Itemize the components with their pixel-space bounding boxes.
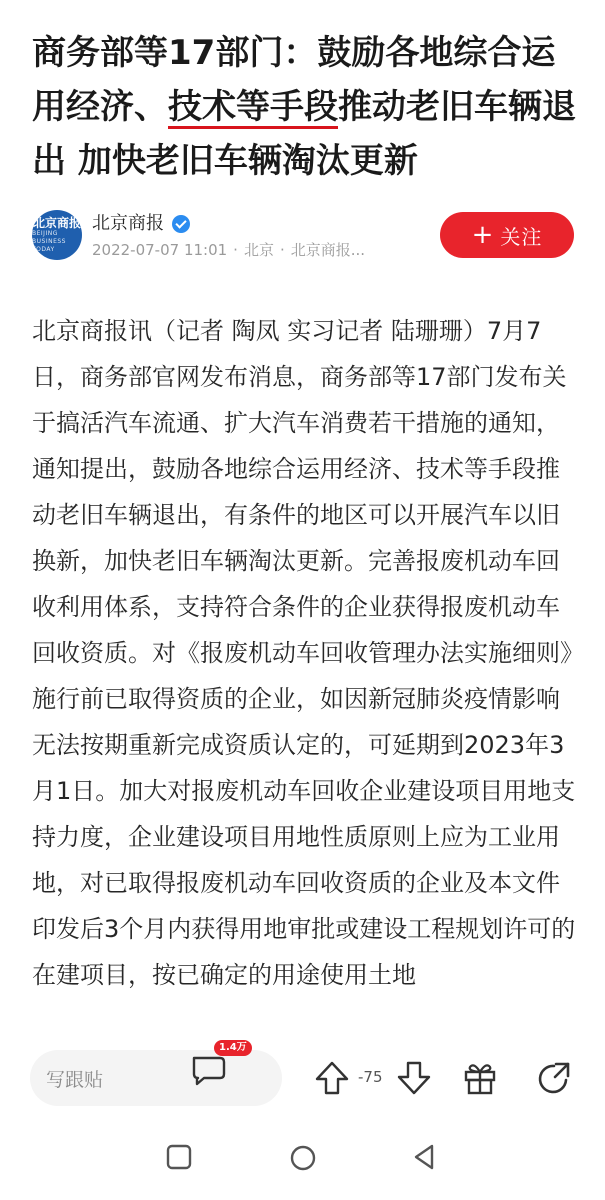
comment-count-badge: 1.4万: [214, 1040, 252, 1056]
thumb-down-arrow-icon[interactable]: [394, 1058, 434, 1098]
gift-icon[interactable]: [460, 1058, 500, 1098]
comment-icon[interactable]: [190, 1054, 228, 1086]
follow-label: 关注: [500, 224, 543, 249]
author-name-text: 北京商报: [92, 213, 164, 234]
comment-placeholder: 写跟贴: [46, 1068, 104, 1091]
bottom-action-bar: [0, 1042, 605, 1114]
plus-icon: +: [471, 220, 495, 250]
author-name[interactable]: [92, 212, 190, 236]
avatar[interactable]: [32, 210, 82, 260]
headline-part2: 推动老旧车辆退出 加快老旧车辆淘汰更新: [32, 87, 576, 181]
verified-icon: [172, 215, 190, 233]
share-icon[interactable]: [534, 1058, 574, 1098]
comment-input[interactable]: [30, 1050, 282, 1106]
headline-part1: 商务部等17部门：鼓励各地综合运用经济、: [32, 33, 556, 127]
headline-underlined: 技术等手段: [168, 87, 338, 127]
follow-button[interactable]: [440, 212, 574, 258]
vote-count: -75: [358, 1068, 383, 1086]
nav-back-icon[interactable]: [410, 1143, 438, 1171]
article-body: 北京商报讯（记者 陶凤 实习记者 陆珊珊）7月7日，商务部官网发布消息，商务部等17部门发布关于搞活汽车流通、扩大汽车消费若干措施的通知，通知提出，鼓励各地综合运用经济、技术等手段推动老旧车辆退出，有条件的地区可以开展汽车以旧换新，加快老旧车辆淘汰更新。完善报废机动车回收利用体系，支持符合条件的企业获得报废机动车回收资质。对《报废机动车回收管理办法实施细则》施行前已取得资质的企业，如因新冠肺炎疫情影响无法按期重新完成资质认定的，可延期到2023年3月1日。加大对报废机动车回收企业建设项目用地支持力度，企业建设项目用地性质原则上应为工业用地，对已取得报废机动车回收资质的企业及本文件印发后3个月内获得用地审批或建设工程规划许可的在建项目，按已确定的用途使用土地: [32, 317, 576, 989]
nav-home-icon[interactable]: [289, 1144, 317, 1172]
publish-datetime: 2022-07-07 11:01: [92, 241, 228, 259]
nav-recent-icon[interactable]: [166, 1144, 192, 1170]
article-headline: [32, 26, 580, 188]
avatar-logo-sub: BEIJING BUSINESS TODAY: [32, 230, 66, 253]
publish-source: 北京商报...: [290, 241, 366, 259]
author-row: [32, 210, 577, 266]
publish-location: 北京: [243, 241, 274, 259]
avatar-logo-text: 北京商报: [32, 216, 81, 230]
meta-separator: ·: [233, 241, 238, 259]
meta-separator: ·: [279, 241, 285, 259]
article-meta: [92, 240, 365, 260]
thumb-up-arrow-icon[interactable]: [312, 1058, 352, 1098]
system-nav-bar: [0, 1114, 605, 1200]
